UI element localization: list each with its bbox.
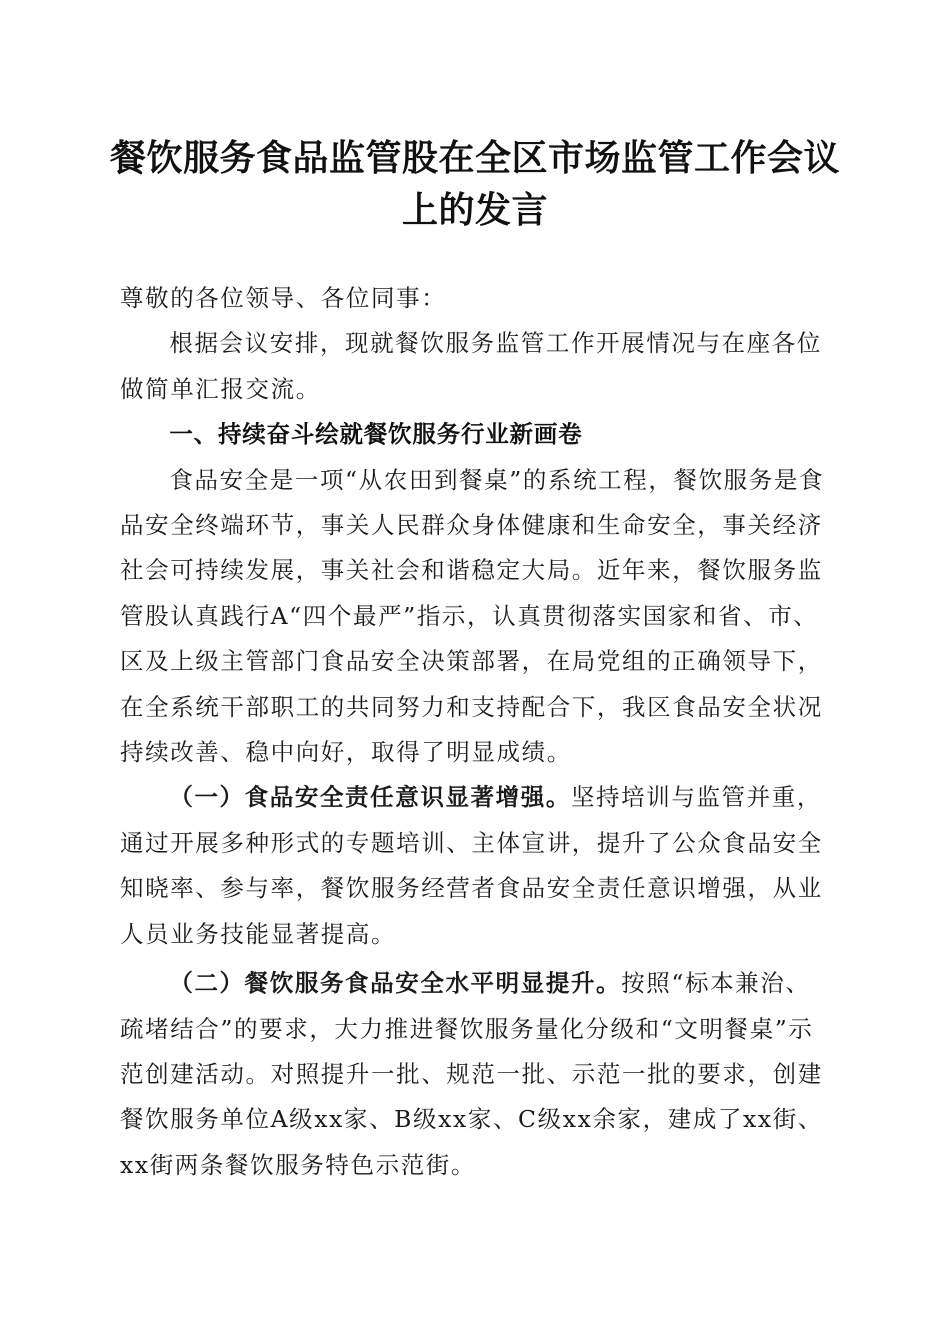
title-line-1: 餐饮服务食品监管股在全区市场监管工作会议 — [109, 137, 840, 179]
item-1-body: 坚持培训与监管并重，通过开展多种形式的专题培训、主体宣讲，提升了公众食品安全知晓率、参与率，餐饮服务经营者食品安全责任意识增强，从业人员业务技能显著提高。 — [120, 783, 823, 948]
item-1-paragraph — [120, 775, 835, 957]
title-line-2: 上的发言 — [401, 189, 548, 231]
salutation: 尊敬的各位领导、各位同事： — [120, 284, 447, 312]
item-2-body: 按照“标本兼治、疏堵结合”的要求，大力推进餐饮服务量化分级和“文明餐桌”示范创建活动。对照提升一批、规范一批、示范一批的要求，创建餐饮服务单位A级xx家、B级xx家、C级xx余家，建成了xx街、xx街两条餐饮服务特色示范街。 — [120, 969, 823, 1179]
item-2-paragraph — [120, 961, 835, 1188]
item-1-heading: （一）食品安全责任意识显著增强。 — [169, 783, 571, 812]
section-1-paragraph: 食品安全是一项“从农田到餐桌”的系统工程，餐饮服务是食品安全终端环节，事关人民群众身体健康和生命安全，事关经济社会可持续发展，事关社会和谐稳定大局。近年来，餐饮服务监管股认真践行A“四个最严”指示，认真贯彻落实国家和省、市、区及上级主管部门食品安全决策部署，在局党组的正确领导下，在全系统干部职工的共同努力和支持配合下，我区食品安全状况持续改善、稳中向好，取得了明显成绩。 — [120, 465, 825, 767]
document-title — [100, 132, 850, 236]
section-heading-1: 一、持续奋斗绘就餐饮服务行业新画卷 — [169, 420, 583, 449]
item-2-heading: （二）餐饮服务食品安全水平明显提升。 — [169, 969, 622, 998]
intro-paragraph: 根据会议安排，现就餐饮服务监管工作开展情况与在座各位做简单汇报交流。 — [120, 329, 822, 403]
document-body — [120, 276, 835, 1188]
